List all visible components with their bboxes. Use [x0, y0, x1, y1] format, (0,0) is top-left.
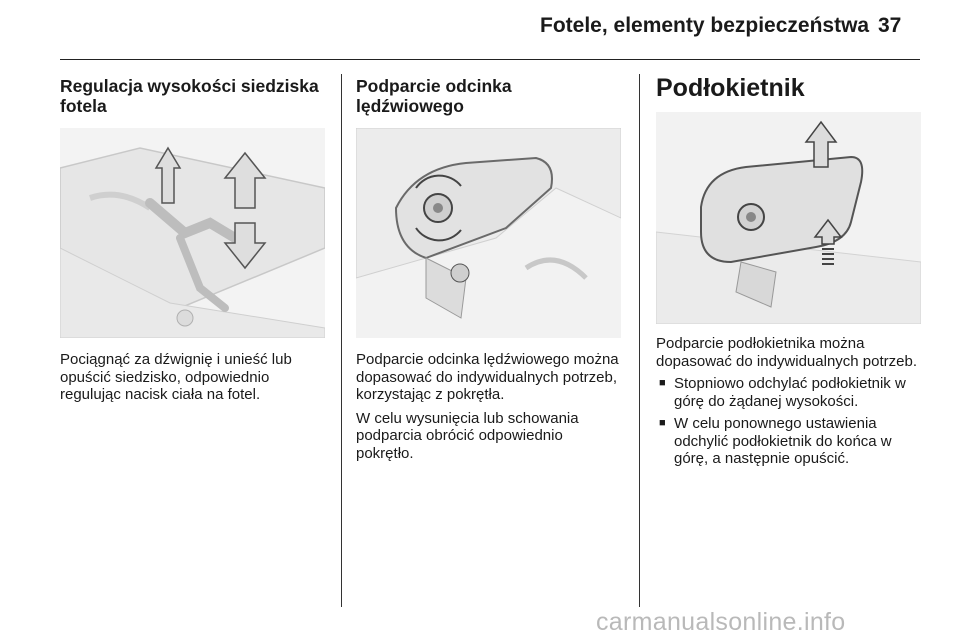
section-lumbar-support — [356, 76, 621, 116]
bullet-list — [656, 375, 921, 468]
paragraph: Pociągnąć za dźwignię i unieść lub opuścić siedzisko, odpowiednio regulując nacisk ciała na fotel. — [60, 351, 292, 403]
list-item — [656, 415, 921, 468]
column-divider-1 — [341, 74, 342, 607]
seat-height-text — [60, 351, 325, 404]
section-heading: Podparcie odcinka lędźwiowego — [356, 76, 512, 116]
header-title: Fotele, elementy bezpieczeństwa — [540, 14, 870, 37]
seat-height-illustration — [60, 128, 325, 338]
column-divider-2 — [639, 74, 640, 607]
paragraph: Podparcie podłokietnika można dopasować do indywidualnych potrzeb. — [656, 335, 917, 370]
section-heading: Podłokietnik — [656, 74, 805, 102]
lumbar-text — [356, 351, 621, 462]
watermark: carmanualsonline.info — [596, 608, 846, 636]
lumbar-illustration — [356, 128, 621, 338]
list-item-text: W celu ponownego ustawienia odchylić podłokietnik do końca w górę, a następnie opuścić. — [674, 415, 892, 467]
paragraph-1: Podparcie odcinka lędźwiowego można dopasować do indywidualnych potrzeb, korzystając z pokrętła. — [356, 351, 619, 403]
paragraph-2: W celu wysunięcia lub schowania podparcia obrócić odpowiednio pokrętło. — [356, 409, 579, 462]
list-item — [656, 375, 921, 410]
page-number: 37 — [878, 14, 902, 37]
bullet-square-icon: ■ — [659, 377, 666, 389]
section-seat-height — [60, 76, 325, 116]
section-armrest — [656, 74, 921, 102]
armrest-illustration — [656, 112, 921, 324]
bullet-square-icon: ■ — [659, 417, 666, 429]
header-rule — [60, 59, 920, 60]
armrest-text — [656, 335, 921, 468]
section-heading: Regulacja wysokości siedziska fotela — [60, 76, 319, 116]
list-item-text: Stopniowo odchylać podłokietnik w górę do żądanej wysokości. — [674, 375, 906, 410]
